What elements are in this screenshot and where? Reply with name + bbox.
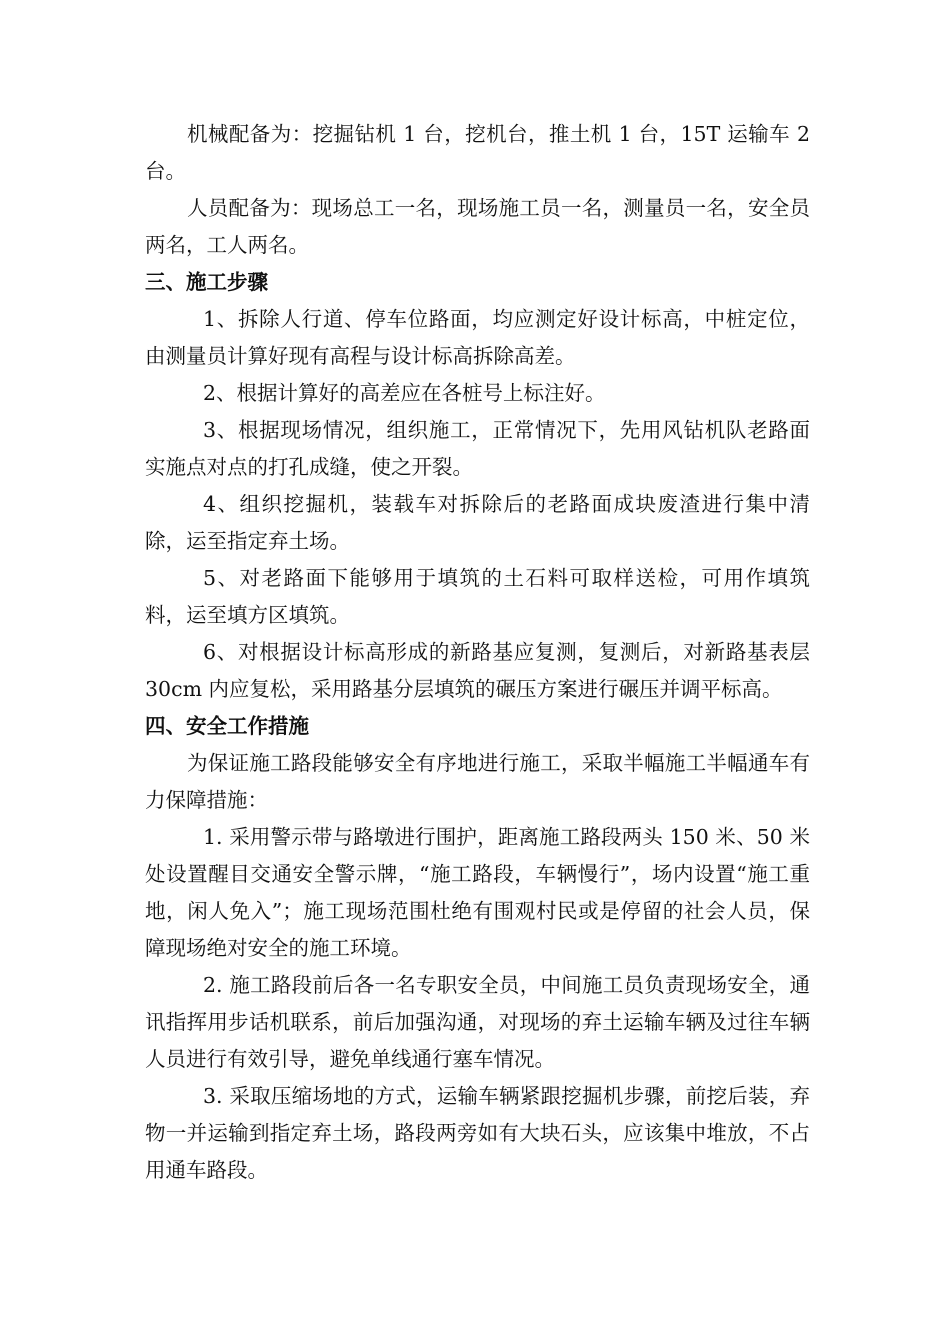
step-2: 2、根据计算好的高差应在各桩号上标注好。 bbox=[203, 381, 606, 405]
step-1: 1、拆除人行道、停车位路面，均应测定好设计标高，中桩定位，由测量员计算好现有高程与设计标高拆除高差。 bbox=[145, 307, 810, 368]
step-6: 6、对根据设计标高形成的新路基应复测，复测后，对新路基表层 30cm 内应复松，采用路基分层填筑的碾压方案进行碾压并调平标高。 bbox=[145, 640, 810, 701]
step-3: 3、根据现场情况，组织施工，正常情况下，先用风钻机队老路面实施点对点的打孔成缝，使之开裂。 bbox=[145, 418, 810, 479]
safety-measure-3: 3. 采取压缩场地的方式，运输车辆紧跟挖掘机步骤，前挖后装，弃物一并运输到指定弃土场，路段两旁如有大块石头，应该集中堆放，不占用通车路段。 bbox=[145, 1084, 810, 1182]
safety-measure-1: 1. 采用警示带与路墩进行围护，距离施工路段两头 150 米、50 米处设置醒目交通安全警示牌，“施工路段，车辆慢行”，场内设置“施工重地，闲人免入”；施工现场范围杜绝有围观村民或是停留的社会人员，保障现场绝对安全的施工环境。 bbox=[145, 825, 810, 960]
personnel-paragraph: 人员配备为：现场总工一名，现场施工员一名，测量员一名，安全员两名，工人两名。 bbox=[145, 196, 810, 257]
safety-measure-2: 2. 施工路段前后各一名专职安全员，中间施工员负责现场安全，通讯指挥用步话机联系，前后加强沟通，对现场的弃土运输车辆及过往车辆人员进行有效引导，避免单线通行塞车情况。 bbox=[145, 973, 810, 1071]
section-3-heading: 三、施工步骤 bbox=[145, 270, 268, 294]
step-4: 4、组织挖掘机，装载车对拆除后的老路面成块废渣进行集中清除，运至指定弃土场。 bbox=[145, 492, 810, 553]
step-5: 5、对老路面下能够用于填筑的土石料可取样送检，可用作填筑料，运至填方区填筑。 bbox=[145, 566, 810, 627]
section-4-heading: 四、安全工作措施 bbox=[145, 714, 309, 738]
document-body bbox=[145, 116, 810, 1189]
machinery-paragraph: 机械配备为：挖掘钻机 1 台，挖机台，推土机 1 台，15T 运输车 2 台。 bbox=[145, 122, 810, 183]
safety-intro: 为保证施工路段能够安全有序地进行施工，采取半幅施工半幅通车有力保障措施： bbox=[145, 751, 810, 812]
